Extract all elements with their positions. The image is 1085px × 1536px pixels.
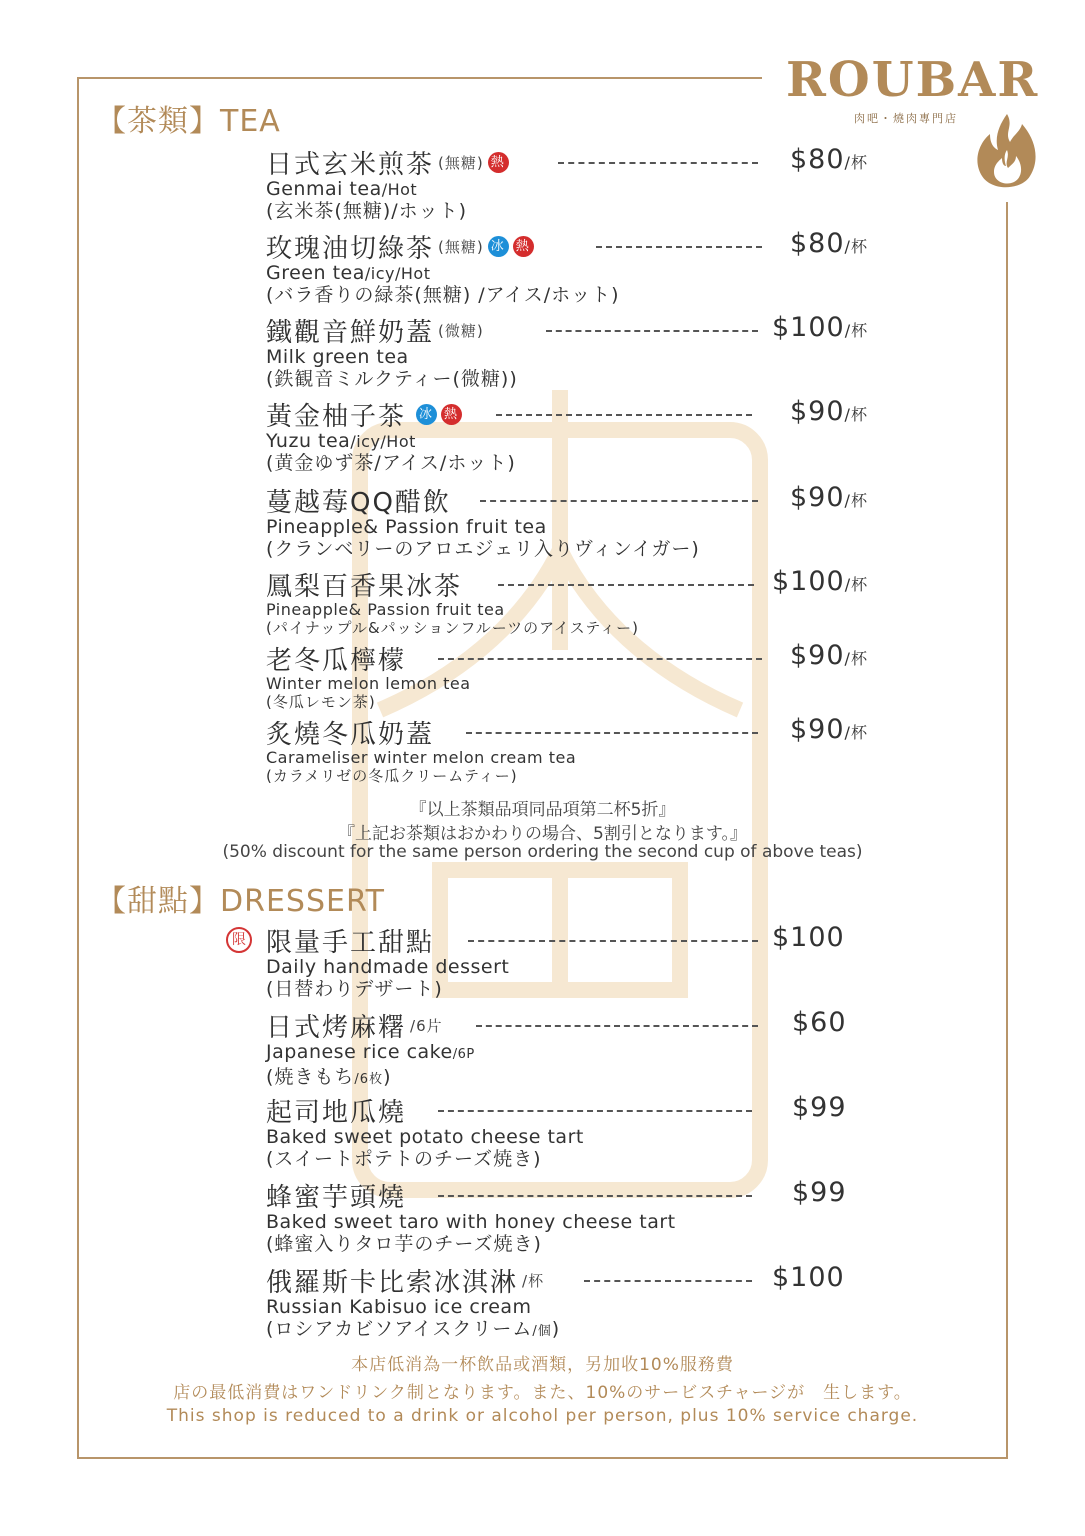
item-name-jp: (黄金ゆず茶/アイス/ホット) (266, 452, 516, 474)
dessert-item-icecream (266, 1262, 886, 1343)
item-name: 日式烤麻糬 (266, 1013, 407, 1043)
item-name-jp: (蜂蜜入りタロ芋のチーズ焼き) (266, 1233, 542, 1255)
tea-item-pineapple (266, 566, 886, 638)
leader-dots (584, 1280, 752, 1282)
tea-item-yuzu (266, 396, 886, 474)
item-name-jp: (玄米茶(無糖)/ホット) (266, 200, 468, 222)
item-price: $99 (792, 1092, 847, 1123)
portion-note: /6片 (410, 1017, 443, 1035)
item-price: $90/杯 (790, 714, 868, 745)
item-name: 日式玄米煎茶 (266, 150, 435, 180)
hot-badge-icon: 熱 (488, 152, 509, 173)
item-name-jp: (バラ香りの緑茶(無糖) /アイス/ホット) (266, 284, 620, 306)
leader-dots (438, 658, 762, 660)
tea-discount-notice-zh: 『以上茶類品項同品項第二杯5折』 (409, 800, 676, 820)
item-name-en: Green tea/icy/Hot (266, 262, 431, 284)
dessert-item-sweetpotato (266, 1092, 886, 1170)
leader-dots (558, 162, 758, 164)
item-name-jp: (日替わりデザート) (266, 978, 443, 1000)
service-charge-zh: 本店低消為一杯飲品或酒類，另加收10%服務費 (351, 1355, 734, 1375)
sugar-note: (微糖) (438, 322, 484, 340)
item-price: $100/杯 (772, 312, 869, 343)
leader-dots (596, 246, 762, 248)
brand-name: ROUBAR (786, 52, 1040, 108)
service-charge-en: This shop is reduced to a drink or alcohol per person, plus 10% service charge. (166, 1406, 919, 1426)
item-name-en: Pineapple& Passion fruit tea (266, 600, 505, 619)
item-price: $90/杯 (790, 482, 868, 513)
dessert-item-taro (266, 1177, 886, 1255)
dessert-section-title: 【甜點】DRESSERT (96, 884, 385, 919)
item-name: 玫瑰油切綠茶 (266, 234, 435, 264)
item-name: 蜂蜜芋頭燒 (266, 1183, 407, 1213)
leader-dots (438, 1110, 752, 1112)
tea-item-cranberry (266, 482, 886, 560)
leader-dots (466, 732, 758, 734)
item-name-jp: (焼きもち/6枚) (266, 1066, 392, 1088)
tea-section-title: 【茶類】TEA (96, 104, 281, 139)
item-name: 鳳梨百香果冰茶 (266, 572, 463, 602)
dessert-item-ricecake (266, 1007, 886, 1091)
item-name-en: Baked sweet taro with honey cheese tart (266, 1211, 676, 1233)
item-name: 黃金柚子茶 (266, 402, 407, 432)
dessert-item-handmade (266, 922, 886, 1000)
item-name: 鐵觀音鮮奶蓋 (266, 318, 435, 348)
hot-badge-icon: 熱 (513, 236, 534, 257)
leader-dots (546, 330, 758, 332)
item-name-en: Japanese rice cake/6P (266, 1041, 475, 1063)
leader-dots (498, 584, 754, 586)
leader-dots (476, 1025, 758, 1027)
hot-badge-icon: 熱 (441, 404, 462, 425)
tea-item-caramel-wintermelon (266, 714, 886, 786)
leader-dots (496, 414, 752, 416)
tea-discount-notice-en: (50% discount for the same person ordering the second cup of above teas) (222, 842, 863, 862)
item-price: $100/杯 (772, 566, 869, 597)
item-name: 蔓越莓QQ醋飲 (266, 488, 451, 518)
item-name-jp: (カラメリゼの冬瓜クリームティー) (266, 767, 518, 785)
item-name-en: Winter melon lemon tea (266, 674, 471, 693)
item-name-en: Pineapple& Passion fruit tea (266, 516, 547, 538)
tea-discount-notice-jp: 『上記お茶類はおかわりの場合、5割引となります。』 (338, 824, 747, 844)
item-price: $90/杯 (790, 396, 868, 427)
ice-badge-icon: 冰 (416, 404, 437, 425)
item-name: 限量手工甜點 (266, 928, 435, 958)
leader-dots (480, 500, 758, 502)
limited-badge-icon: 限 (226, 927, 252, 953)
item-name-en: Daily handmade dessert (266, 956, 510, 978)
item-name-en: Genmai tea/Hot (266, 178, 418, 200)
item-name-en: Baked sweet potato cheese tart (266, 1126, 584, 1148)
item-price: $100 (772, 922, 845, 953)
tea-item-tieguanyin (266, 312, 886, 390)
item-name-jp: (冬瓜レモン茶) (266, 693, 376, 711)
item-price: $90/杯 (790, 640, 868, 671)
tea-item-genmai (266, 144, 886, 222)
item-name: 起司地瓜燒 (266, 1098, 407, 1128)
item-price: $100 (772, 1262, 845, 1293)
item-price: $80/杯 (790, 144, 868, 175)
item-name-en: Yuzu tea/icy/Hot (266, 430, 416, 452)
leader-dots (468, 940, 758, 942)
sugar-note: (無糖) (438, 238, 484, 256)
item-name-jp: (クランベリーのアロエジェリ入りヴィンイガー) (266, 538, 700, 560)
item-name: 老冬瓜檸檬 (266, 646, 407, 676)
brand-subtitle: 肉吧・燒肉專門店 (854, 112, 958, 125)
item-price: $60 (792, 1007, 847, 1038)
item-name-jp: (ロシアカビソアイスクリーム/個) (266, 1318, 561, 1340)
item-name-en: Russian Kabisuo ice cream (266, 1296, 532, 1318)
item-price: $80/杯 (790, 228, 868, 259)
item-name-jp: (パイナップル&パッションフルーツのアイスティー) (266, 619, 640, 637)
sugar-note: (無糖) (438, 154, 484, 172)
item-name-jp: (スイートポテトのチーズ焼き) (266, 1148, 542, 1170)
item-name: 俄羅斯卡比索冰淇淋 (266, 1268, 519, 1298)
item-name: 炙燒冬瓜奶蓋 (266, 720, 435, 750)
tea-item-green (266, 228, 886, 306)
portion-note: /杯 (522, 1272, 545, 1290)
ice-badge-icon: 冰 (488, 236, 509, 257)
tea-item-wintermelon (266, 640, 886, 712)
item-price: $99 (792, 1177, 847, 1208)
item-name-en: Carameliser winter melon cream tea (266, 748, 577, 767)
service-charge-jp: 店の最低消費はワンドリンク制となります。また、10%のサービスチャージが 生します。 (173, 1383, 912, 1403)
leader-dots (438, 1195, 752, 1197)
item-name-jp: (鉄観音ミルクティー(微糖)) (266, 368, 518, 390)
flame-icon (974, 112, 1040, 194)
item-name-en: Milk green tea (266, 346, 409, 368)
